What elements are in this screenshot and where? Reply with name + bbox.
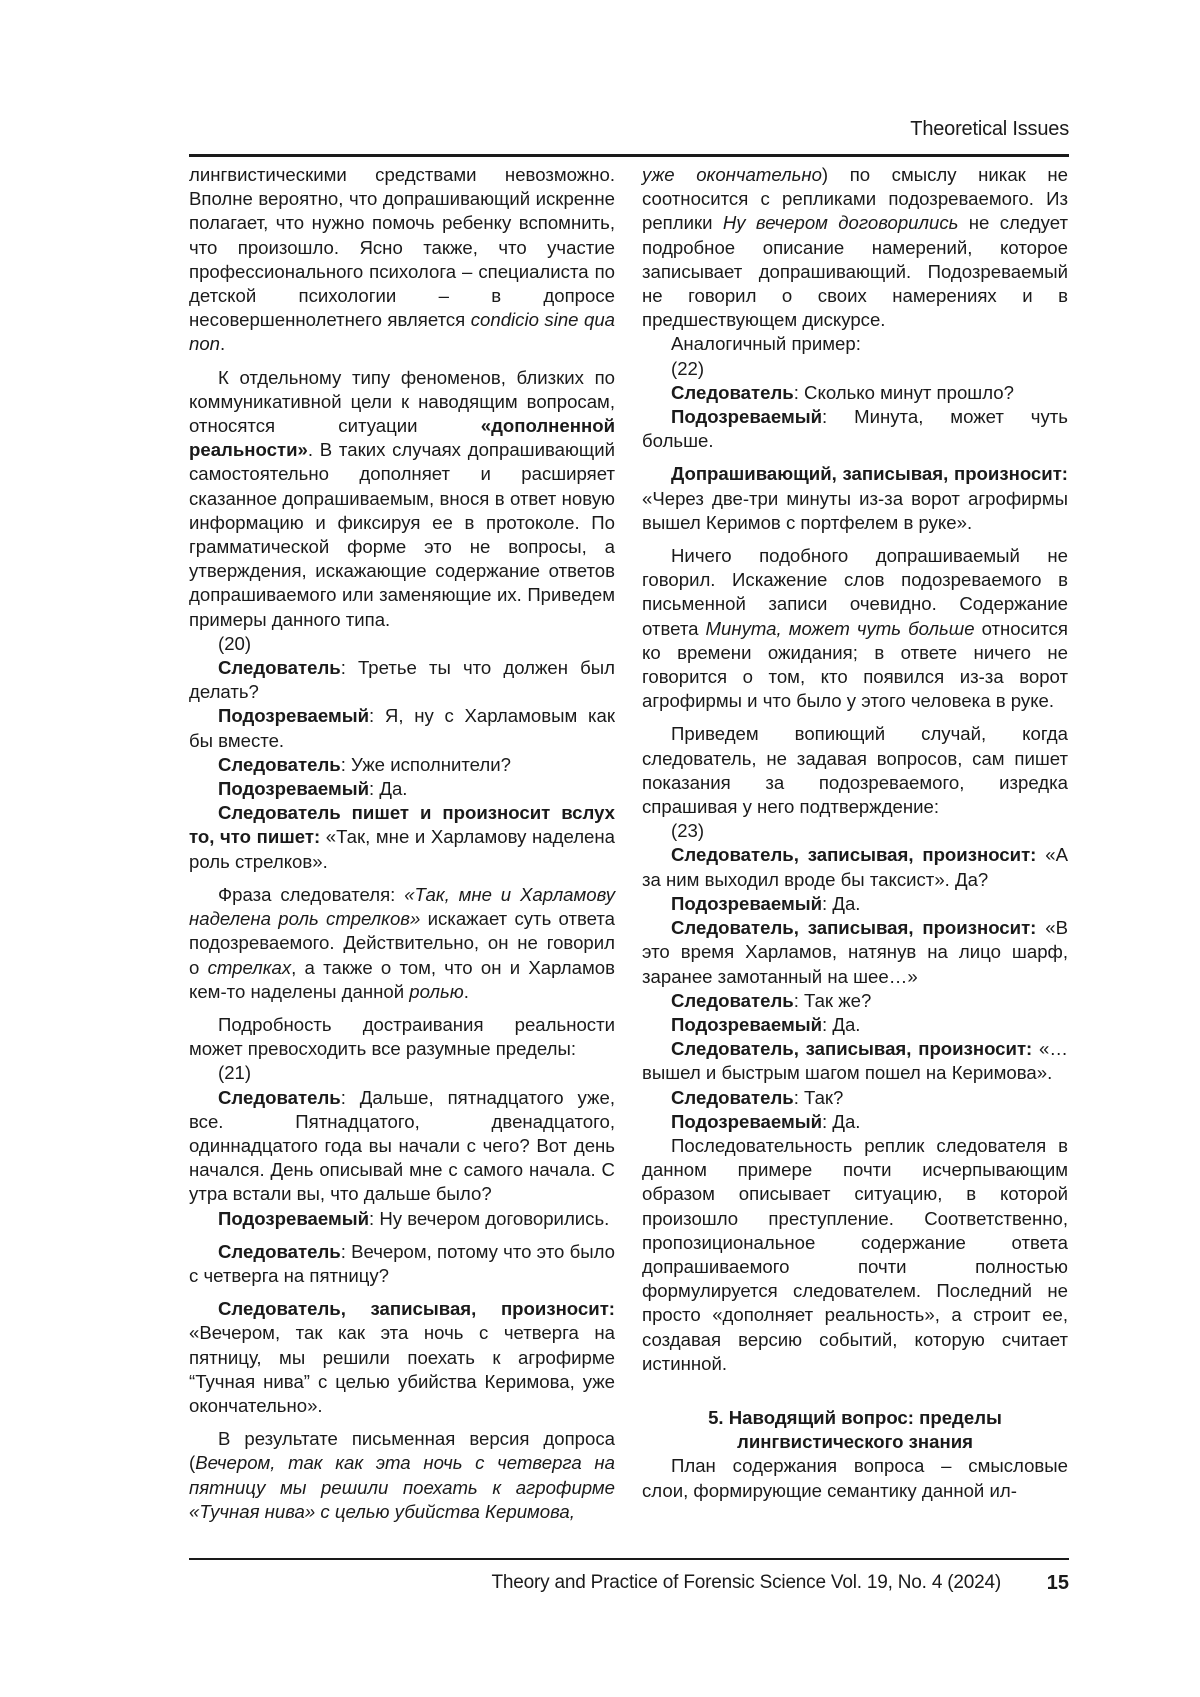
text-run: : Третье ты что должен был делать? (189, 657, 615, 703)
text-run: Аналогичный пример: (671, 333, 861, 355)
paragraph (642, 843, 1068, 891)
italic-text: ролью (409, 980, 464, 1002)
paragraph (642, 989, 1068, 1013)
bold-text: Следователь, записывая, произносит: (218, 1298, 615, 1320)
paragraph (642, 544, 1068, 713)
bold-text: «дополненной реальности» (189, 415, 615, 461)
italic-text: уже окончательно (642, 164, 822, 185)
paragraph (642, 916, 1068, 989)
paragraph (189, 1297, 615, 1418)
italic-text: стрелках (207, 956, 292, 978)
italic-text: Вечером, так как эта ночь с четверга на пятницу мы решили поехать к агрофирме «Тучная нива» с целью убийства Керимова, (189, 1452, 615, 1522)
bold-text: Подозреваемый (671, 892, 823, 914)
left-column (189, 163, 615, 1524)
header-rule (189, 154, 1069, 157)
bold-text: Подозреваемый (218, 778, 370, 800)
text-run: (23) (671, 820, 705, 842)
bold-text: Подозреваемый (671, 1110, 823, 1132)
text-run: «Через две-три минуты из-за ворот агрофирмы вышел Керимов с портфелем в руке». (642, 487, 1068, 533)
paragraph (642, 405, 1068, 453)
paragraph (189, 801, 615, 874)
paragraph (642, 1037, 1068, 1085)
text-run: : Минута, может чуть больше. (642, 406, 1068, 452)
paragraph (642, 1110, 1068, 1134)
text-run: «Вечером, так как эта ночь с четверга на пятницу, мы решили поехать к агрофирме “Тучная нива” с целью убийства Керимова, уже окончательно». (189, 1322, 615, 1416)
text-run: . (463, 980, 469, 1002)
text-run: «В это время Харламов, натянув на лицо шарф, заранее замотанный на шее…» (642, 917, 1068, 987)
paragraph (642, 357, 1068, 381)
text-run: (22) (671, 357, 705, 379)
text-run: : Да. (822, 892, 861, 914)
text-run: искажает суть ответа подозреваемого. Действительно, он не говорил о (189, 908, 616, 978)
text-run: (21) (218, 1062, 252, 1084)
bold-text: Подозреваемый (671, 406, 823, 428)
running-head: Theoretical Issues (910, 118, 1069, 140)
bold-text: Следователь пишет и произносит вслух то, что пишет: (189, 802, 615, 848)
paragraph (642, 163, 1068, 332)
paragraph (642, 1086, 1068, 1110)
text-run: : Да. (822, 1110, 861, 1132)
paragraph (189, 753, 615, 777)
text-run: не следует подробное описание намерений, которое записывает допрашивающий. Подозреваемый не говорил о своих намерениях и в предшествующем дискурсе. (642, 212, 1068, 331)
paragraph (189, 777, 615, 801)
bold-text: Допрашивающий, записывая, произносит: (671, 463, 1068, 485)
paragraph (642, 1013, 1068, 1037)
bold-text: Следователь (218, 753, 341, 775)
paragraph (189, 1240, 615, 1288)
page-number: 15 (1046, 1572, 1069, 1594)
bold-text: Подозреваемый (218, 1207, 370, 1229)
paragraph (189, 883, 615, 1004)
text-run: «А за ним выходил вроде бы таксист». Да? (642, 844, 1068, 890)
bold-text: Следователь, записывая, произносит: (671, 844, 1037, 866)
paragraph (189, 1207, 615, 1231)
bold-text: Следователь, записывая, произносит: (671, 917, 1037, 939)
paragraph (642, 462, 1068, 535)
text-run: : Да. (822, 1013, 861, 1035)
text-run: К отдельному типу феноменов, близких по коммуникативной цели к наводящим вопросам, относятся ситуации (189, 366, 615, 437)
paragraph (189, 656, 615, 704)
paragraph (189, 1061, 615, 1085)
text-run: : Так? (793, 1086, 844, 1108)
paragraph (642, 1454, 1068, 1502)
text-run: Ничего подобного допрашиваемый не говорил. Искажение слов подозреваемого в письменной записи очевидно. Содержание ответа (642, 545, 1068, 639)
text-run: : Сколько минут прошло? (793, 381, 1014, 403)
bold-text: Следователь (218, 1086, 341, 1108)
text-run: , а также о том, что он и Харламов кем-то наделены данной (189, 956, 615, 1002)
paragraph (642, 819, 1068, 843)
bold-text: Следователь (671, 381, 794, 403)
text-run: : Уже исполнители? (340, 753, 511, 775)
bold-text: Следователь (218, 657, 341, 679)
text-run: : Да. (369, 778, 408, 800)
bold-text: Следователь (671, 989, 794, 1011)
bold-text: Следователь (218, 1240, 341, 1262)
text-run: . (220, 333, 226, 355)
text-run: Приведем вопиющий случай, когда следователь, не задавая вопросов, сам пишет показания за подозреваемого, изредка спрашивая у него подтверждение: (642, 723, 1068, 818)
paragraph (642, 1134, 1068, 1376)
paragraph (189, 632, 615, 656)
paragraph (642, 722, 1068, 819)
bold-text: 5. Наводящий вопрос: пределы лингвистического знания (708, 1406, 1002, 1453)
text-run: План содержания вопроса – смысловые слои, формирующие семантику данной ил- (642, 1455, 1068, 1501)
text-run: : Ну вечером договорились. (369, 1207, 610, 1229)
text-run: ) по смыслу никак не соотносится с репликами подозреваемого. Из реплики (642, 164, 1068, 234)
text-run: «Так, мне и Харламову наделена роль стрелков». (189, 826, 615, 872)
text-run: Подробность достраивания реальности может превосходить все разумные пределы: (189, 1013, 615, 1060)
text-run: В результате письменная версия допроса ( (189, 1428, 615, 1474)
paragraph (189, 1013, 615, 1061)
right-column (642, 163, 1068, 1503)
italic-text: condicio sine qua non (189, 309, 615, 355)
text-run: : Дальше, пятнадцатого уже, все. Пятнадцатого, двенадцатого, одиннадцатого года вы начали с чего? Вот день начался. День описывай мне с самого начала. С утра встали вы, что дальше было? (189, 1086, 615, 1205)
italic-text: «Так, мне и Харламову наделена роль стрелков» (189, 883, 615, 930)
italic-text: Ну вечером договорились (722, 212, 959, 234)
bold-text: Подозреваемый (218, 705, 370, 727)
paragraph (642, 892, 1068, 916)
section-heading (642, 1406, 1068, 1454)
bold-text: Следователь, записывая, произносит: (671, 1038, 1033, 1060)
paragraph (642, 381, 1068, 405)
italic-text: Минута, может чуть больше (705, 617, 975, 639)
text-run: Фраза следователя: (218, 883, 405, 905)
journal-citation: Theory and Practice of Forensic Science Vol. 19, No. 4 (2024) (491, 1572, 1001, 1593)
text-run: : Так же? (793, 989, 872, 1011)
paragraph (189, 366, 615, 632)
text-run: . В таких случаях допрашивающий самостоятельно дополняет и расширяет сказанное допрашиваемым, внося в ответ новую информацию и фиксируя ее в протоколе. По грамматической форме это не вопросы, а утверждения, искажающие содержание ответов допрашиваемого или заменяющие их. Приведем примеры данного типа. (189, 439, 615, 630)
paragraph (189, 1427, 615, 1524)
text-run: «…вышел и быстрым шагом пошел на Керимова». (642, 1038, 1068, 1084)
bold-text: Подозреваемый (671, 1013, 823, 1035)
text-run: : Я, ну с Харламовым как бы вместе. (189, 705, 615, 751)
footer-rule (189, 1558, 1069, 1560)
paragraph (189, 704, 615, 752)
bold-text: Следователь (671, 1086, 794, 1108)
text-run: (20) (218, 632, 252, 654)
text-run: лингвистическими средствами невозможно. Вполне вероятно, что допрашивающий искренне полагает, что нужно помочь ребенку вспомнить, что произошло. Ясно также, что участие профессионального психолога – специалиста по детской психологии – в допросе несовершеннолетнего является (189, 164, 615, 331)
text-run: относится ко времени ожидания; в ответе ничего не говорится о том, кто появился из-за ворот агрофирмы и что было у этого человека в руке. (642, 617, 1069, 712)
paragraph (189, 1086, 615, 1207)
text-run: Последовательность реплик следователя в данном примере почти исчерпывающим образом описывает ситуацию, в которой произошло преступление. Соответственно, пропозициональное содержание ответа допрашиваемого почти полностью формулируется следователем. Последний не просто «дополняет реальность», а строит ее, создавая версию событий, которую считает истинной. (642, 1134, 1068, 1374)
text-run: : Вечером, потому что это было с четверга на пятницу? (189, 1240, 615, 1286)
paragraph (642, 332, 1068, 356)
paragraph (189, 163, 615, 357)
